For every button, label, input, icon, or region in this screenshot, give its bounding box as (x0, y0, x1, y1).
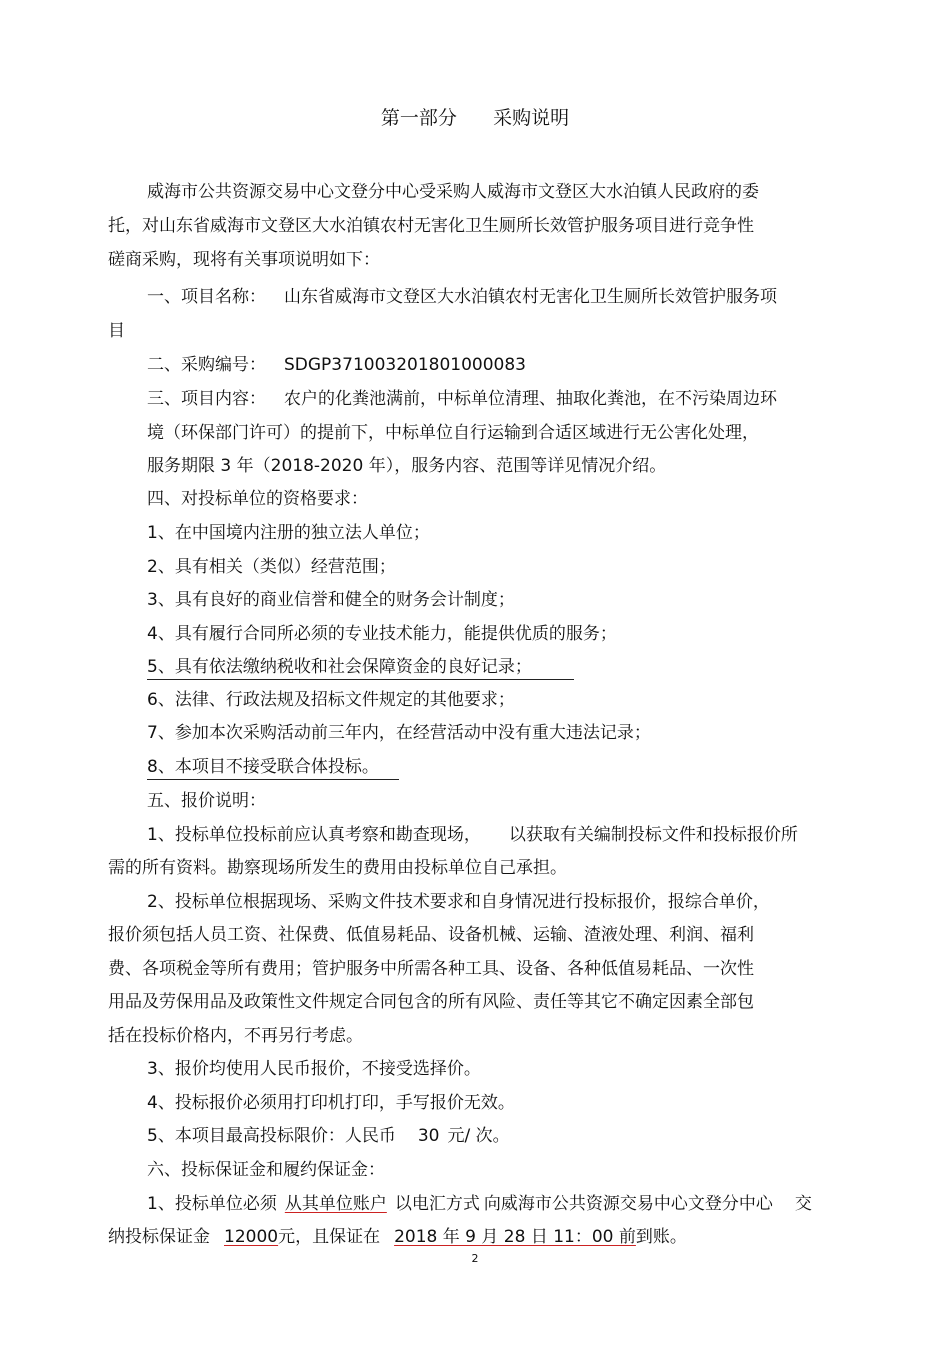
deposit-method: 以电汇方式 (394, 1194, 480, 1214)
quotation-para-3: 3、报价均使用人民币报价，不接受选择价。 (147, 1059, 481, 1079)
qualification-item: 6、法律、行政法规及招标文件规定的其他要求； (147, 690, 515, 710)
intro-line-2: 托，对山东省威海市文登区大水泊镇农村无害化卫生厕所长效管护服务项目进行竞争性 (108, 216, 754, 236)
deposit-line-1-e: 交 (794, 1194, 812, 1214)
max-price-unit: 元/ 次。 (447, 1126, 510, 1146)
qualification-item-5-text: 5、具有依法缴纳税收和社会保障资金的良好记录； (147, 656, 574, 680)
quotation-para-2-line: 括在投标价格内，不再另行考虑。 (108, 1026, 363, 1046)
deposit-line-2-e: 到账。 (635, 1227, 687, 1247)
qualification-heading: 四、对投标单位的资格要求： (147, 489, 368, 509)
qualification-item: 3、具有良好的商业信誉和健全的财务会计制度； (147, 590, 515, 610)
quotation-para-2-line: 报价须包括人员工资、社保费、低值易耗品、设备机械、运输、渣液处理、利润、福利 (108, 925, 754, 945)
quotation-para-1-b: 以获取有关编制投标文件和投标报价所 (508, 825, 798, 845)
quotation-heading: 五、报价说明： (147, 791, 266, 811)
quotation-para-2-line: 2、投标单位根据现场、采购文件技术要求和自身情况进行投标报价，报综合单价， (147, 892, 770, 912)
quotation-para-2-line: 用品及劳保用品及政策性文件规定合同包含的所有风险、责任等其它不确定因素全部包 (108, 992, 754, 1012)
quotation-para-1-a: 1、投标单位投标前应认真考察和勘查现场， (147, 825, 481, 845)
qualification-item: 7、参加本次采购活动前三年内，在经营活动中没有重大违法记录； (147, 723, 651, 743)
deposit-deadline: 2018 年 9 月 28 日 11：00 前 (394, 1227, 636, 1247)
project-content-line-2: 境（环保部门许可）的提前下，中标单位自行运输到合适区域进行无公害化处理， (147, 423, 759, 443)
procurement-number-value: SDGP371003201801000083 (284, 355, 526, 375)
intro-line-3: 磋商采购，现将有关事项说明如下： (108, 250, 380, 270)
qualification-item: 1、在中国境内注册的独立法人单位； (147, 523, 430, 543)
project-name-label: 一、项目名称： (147, 287, 266, 307)
project-name-row (147, 286, 777, 308)
max-price-label: 5、本项目最高投标限价：人民币 (147, 1126, 396, 1146)
deposit-account-requirement: 从其单位账户 (284, 1194, 387, 1214)
project-name-value: 山东省威海市文登区大水泊镇农村无害化卫生厕所长效管护服务项 (284, 287, 777, 307)
qualification-item-underlined (147, 756, 399, 778)
deposit-amount: 12000 (224, 1227, 279, 1247)
deposit-line-1-a: 1、投标单位必须 (147, 1194, 277, 1214)
page-title: 第一部分 采购说明 (380, 107, 570, 129)
quotation-para-1-line-1 (147, 824, 798, 846)
deposit-line-2-c: 元，且保证在 (278, 1227, 381, 1247)
page-number: 2 (471, 1252, 479, 1265)
quotation-para-2-line: 费、各项税金等所有费用；管护服务中所需各种工具、设备、各种低值易耗品、一次性 (108, 959, 754, 979)
qualification-item-8-text: 8、本项目不接受联合体投标。 (147, 756, 399, 780)
max-price-value: 30 (417, 1126, 440, 1146)
project-content-label: 三、项目内容： (147, 389, 266, 409)
procurement-number-row (147, 354, 526, 376)
project-content-line-3: 服务期限 3 年（2018-2020 年），服务内容、范围等详见情况介绍。 (147, 456, 667, 476)
project-content-row (147, 388, 777, 410)
deposit-line-2 (108, 1226, 687, 1248)
qualification-item: 4、具有履行合同所必须的专业技术能力，能提供优质的服务； (147, 624, 617, 644)
deposit-recipient: 向威海市公共资源交易中心文登分中心 (483, 1194, 773, 1214)
deposit-line-2-a: 纳投标保证金 (108, 1227, 210, 1247)
project-name-continuation: 目 (108, 321, 125, 341)
procurement-number-label: 二、采购编号： (147, 355, 266, 375)
intro-line-1: 威海市公共资源交易中心文登分中心受采购人威海市文登区大水泊镇人民政府的委 (147, 182, 759, 202)
quotation-para-1-line-2: 需的所有资料。勘察现场所发生的费用由投标单位自己承担。 (108, 858, 567, 878)
project-content-text: 农户的化粪池满前，中标单位清理、抽取化粪池，在不污染周边环 (284, 389, 777, 409)
qualification-item: 2、具有相关（类似）经营范围； (147, 557, 396, 577)
quotation-para-4: 4、投标报价必须用打印机打印，手写报价无效。 (147, 1093, 515, 1113)
qualification-item-underlined (147, 656, 574, 678)
deposit-heading: 六、投标保证金和履约保证金： (147, 1160, 385, 1180)
deposit-line-1 (147, 1193, 812, 1215)
quotation-para-5 (147, 1125, 510, 1147)
